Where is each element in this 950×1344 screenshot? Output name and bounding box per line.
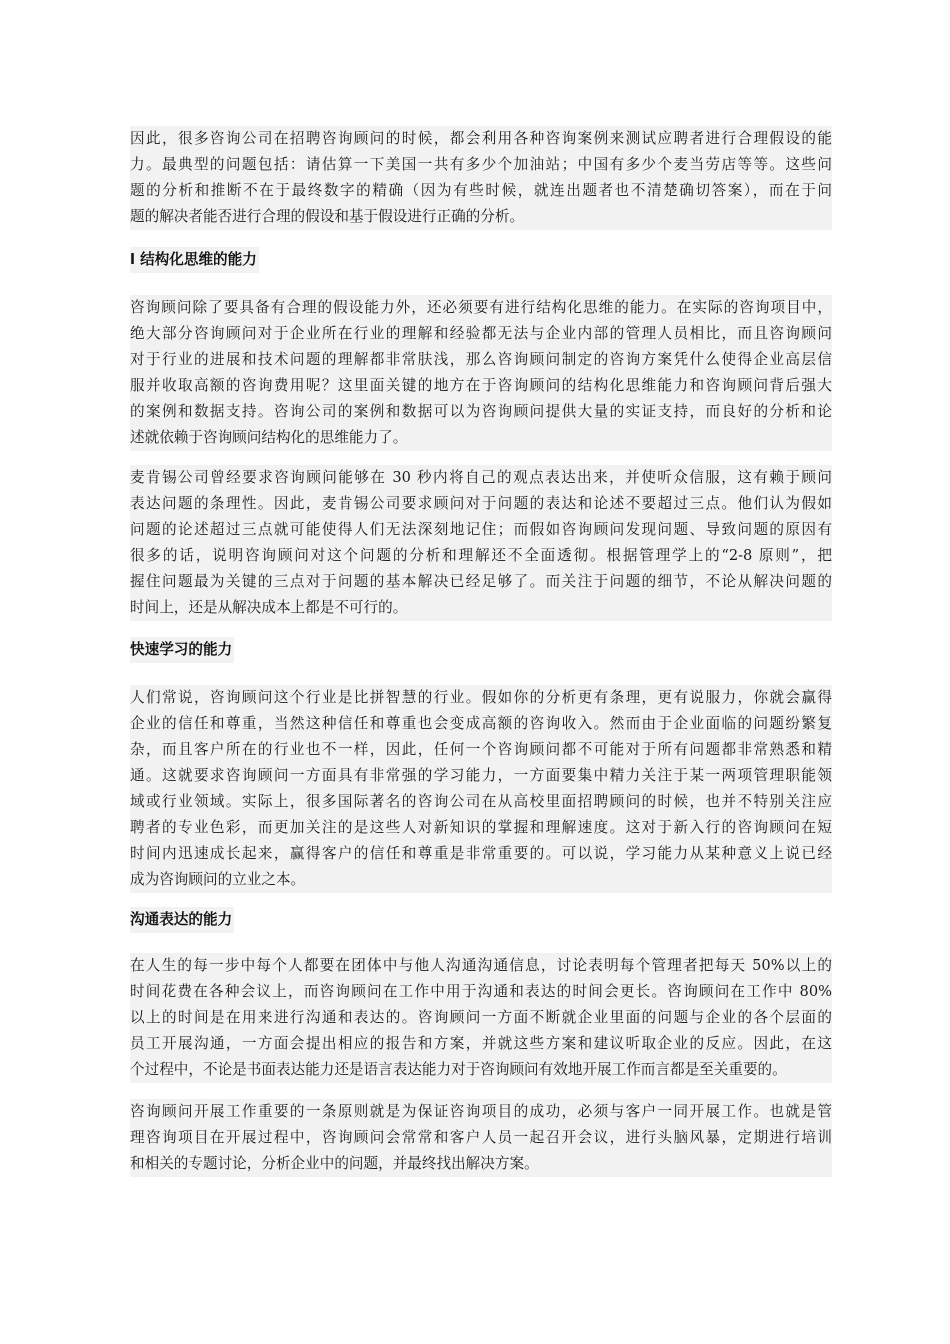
heading-communication: 沟通表达的能力 <box>130 907 234 933</box>
paragraph-line: 聘者的专业色彩，而更加关注的是这些人对新知识的掌握和理解速度。这对于新入行的咨询顾问在短 <box>130 819 832 836</box>
paragraph-line: 通。这就要求咨询顾问一方面具有非常强的学习能力，一方面要集中精力关注于某一两项管理职能领 <box>130 767 832 784</box>
paragraph-mckinsey-rule <box>130 465 832 621</box>
paragraph-line: 表达问题的条理性。因此，麦肯锡公司要求顾问对于问题的表达和论述不要超过三点。他们认为假如 <box>130 495 832 512</box>
paragraph-line: 企业的信任和尊重，当然这种信任和尊重也会变成高额的咨询收入。然而由于企业面临的问题纷繁复 <box>130 715 832 732</box>
paragraph-fast-learning <box>130 685 832 893</box>
paragraph-line: 时间内迅速成长起来，赢得客户的信任和尊重是非常重要的。可以说，学习能力从某种意义上说已经 <box>130 845 832 862</box>
paragraph-line: 员工开展沟通，一方面会提出相应的报告和方案，并就这些方案和建议听取企业的反应。因此，在这 <box>130 1035 832 1052</box>
paragraph-line: 理咨询项目在开展过程中，咨询顾问会常常和客户人员一起召开会议，进行头脑风暴，定期进行培训 <box>130 1129 832 1146</box>
paragraph-line: 个过程中，不论是书面表达能力还是语言表达能力对于咨询顾问有效地开展工作而言都是至关重要的。 <box>130 1061 787 1078</box>
paragraph-line: 杂，而且客户所在的行业也不一样，因此，任何一个咨询顾问都不可能对于所有问题都非常熟悉和精 <box>130 741 832 758</box>
paragraph-communication <box>130 953 832 1083</box>
paragraph-line: 时间上，还是从解决成本上都是不可行的。 <box>130 599 408 616</box>
paragraph-line: 时间花费在各种会议上，而咨询顾问在工作中用于沟通和表达的时间会更长。咨询顾问在工作中 80% <box>130 983 832 1000</box>
paragraph-line: 以上的时间是在用来进行沟通和表达的。咨询顾问一方面不断就企业里面的问题与企业的各个层面的 <box>130 1009 832 1026</box>
paragraph-structured-thinking <box>130 295 832 451</box>
paragraph-client-collaboration <box>130 1099 832 1177</box>
paragraph-line: 域或行业领域。实际上，很多国际著名的咨询公司在从高校里面招聘顾问的时候，也并不特别关注应 <box>130 793 832 810</box>
paragraph-line: 因此，很多咨询公司在招聘咨询顾问的时候，都会利用各种咨询案例来测试应聘者进行合理假设的能 <box>130 130 832 147</box>
paragraph-hypothesis-interview <box>130 126 832 230</box>
heading-fast-learning: 快速学习的能力 <box>130 637 234 663</box>
paragraph-line: 服并收取高额的咨询费用呢？这里面关键的地方在于咨询顾问的结构化思维能力和咨询顾问背后强大 <box>130 377 832 394</box>
paragraph-line: 很多的话，说明咨询顾问对这个问题的分析和理解还不全面透彻。根据管理学上的“2-8 原则”，把 <box>130 547 832 564</box>
paragraph-line: 问题的论述超过三点就可能使得人们无法深刻地记住；而假如咨询顾问发现问题、导致问题的原因有 <box>130 521 832 538</box>
paragraph-line: 绝大部分咨询顾问对于企业所在行业的理解和经验都无法与企业内部的管理人员相比，而且咨询顾问 <box>130 325 832 342</box>
paragraph-line: 咨询顾问开展工作重要的一条原则就是为保证咨询项目的成功，必须与客户一同开展工作。也就是管 <box>130 1103 832 1120</box>
paragraph-line: 咨询顾问除了要具备有合理的假设能力外，还必须要有进行结构化思维的能力。在实际的咨询项目中， <box>130 299 832 316</box>
paragraph-line: 和相关的专题讨论，分析企业中的问题，并最终找出解决方案。 <box>130 1155 539 1172</box>
paragraph-line: 题的分析和推断不在于最终数字的精确（因为有些时候，就连出题者也不清楚确切答案），而在于问 <box>130 182 832 199</box>
paragraph-line: 力。最典型的问题包括：请估算一下美国一共有多少个加油站；中国有多少个麦当劳店等等。这些问 <box>130 156 832 173</box>
paragraph-line: 的案例和数据支持。咨询公司的案例和数据可以为咨询顾问提供大量的实证支持，而良好的分析和论 <box>130 403 832 420</box>
paragraph-line: 对于行业的进展和技术问题的理解都非常肤浅，那么咨询顾问制定的咨询方案凭什么使得企业高层信 <box>130 351 832 368</box>
heading-structured-thinking: l 结构化思维的能力 <box>130 247 259 273</box>
paragraph-line: 握住问题最为关键的三点对于问题的基本解决已经足够了。而关注于问题的细节，不论从解决问题的 <box>130 573 832 590</box>
paragraph-line: 人们常说，咨询顾问这个行业是比拼智慧的行业。假如你的分析更有条理，更有说服力，你就会赢得 <box>130 689 832 706</box>
paragraph-line: 在人生的每一步中每个人都要在团体中与他人沟通沟通信息，讨论表明每个管理者把每天 50%以上的 <box>130 957 832 974</box>
paragraph-line: 麦肯锡公司曾经要求咨询顾问能够在 30 秒内将自己的观点表达出来，并使听众信服，这有赖于顾问 <box>130 469 832 486</box>
paragraph-line: 成为咨询顾问的立业之本。 <box>130 871 306 888</box>
paragraph-line: 述就依赖于咨询顾问结构化的思维能力了。 <box>130 429 408 446</box>
paragraph-line: 题的解决者能否进行合理的假设和基于假设进行正确的分析。 <box>130 208 525 225</box>
